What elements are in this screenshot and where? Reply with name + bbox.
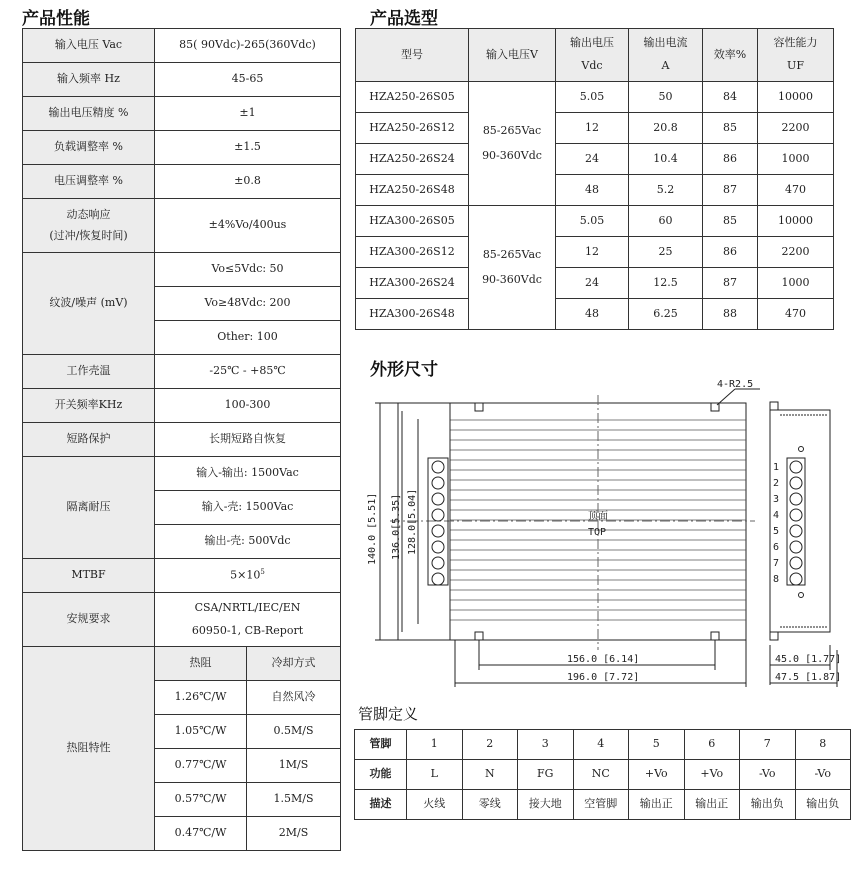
pin-description-cell: 火线 [407, 790, 463, 820]
range-line: 85-265Vac [482, 123, 542, 137]
perf-label: 纹波/噪声 (mV) [23, 253, 155, 355]
sel-cell: 48 [556, 175, 629, 206]
pins-row-label: 功能 [355, 760, 407, 790]
range-line: 90-360Vdc [482, 148, 542, 162]
sel-input-range [469, 82, 556, 206]
pins-row-label: 描述 [355, 790, 407, 820]
perf-label: 工作壳温 [23, 355, 155, 389]
perf-label: 电压调整率 % [23, 165, 155, 199]
sel-cell: HZA300-26S12 [356, 237, 469, 268]
perf-value: 输入-输出: 1500Vac [155, 457, 341, 491]
pin-function-cell: FG [518, 760, 574, 790]
pins-table [354, 729, 851, 820]
sel-cell: 87 [703, 268, 758, 299]
sel-cell: 2200 [758, 113, 834, 144]
header-line: Vdc [581, 59, 603, 72]
perf-value: 输出-壳: 500Vdc [155, 525, 341, 559]
perf-label: 安规要求 [23, 593, 155, 647]
pin-description-cell: 输出负 [795, 790, 851, 820]
perf-label: 输入电压 Vac [23, 29, 155, 63]
pin-number-cell: 5 [629, 730, 685, 760]
pin-number-cell: 7 [740, 730, 796, 760]
thermal-cell: 1.5M/S [247, 783, 341, 817]
perf-value [155, 559, 341, 593]
sel-cell: HZA250-26S48 [356, 175, 469, 206]
thermal-cell: 2M/S [247, 817, 341, 851]
header-line: 输出电压 [570, 36, 614, 50]
sel-cell: 86 [703, 144, 758, 175]
pin-description-cell: 输出负 [740, 790, 796, 820]
header-line: UF [787, 59, 804, 72]
perf-label-line: (过冲/恢复时间) [49, 228, 128, 242]
sel-cell: 85 [703, 113, 758, 144]
pin-number-cell: 6 [684, 730, 740, 760]
pin-number-cell: 2 [462, 730, 518, 760]
sel-cell: 88 [703, 299, 758, 330]
sel-cell: 2200 [758, 237, 834, 268]
dimension-drawing [355, 375, 850, 695]
side-terminal-pins [790, 461, 802, 585]
sel-cell: 5.05 [556, 206, 629, 237]
perf-value: 长期短路自恢复 [155, 423, 341, 457]
pin-description-cell: 输出正 [684, 790, 740, 820]
dim-475-label: 47.5 [1.87] [775, 672, 842, 683]
sel-cell: HZA250-26S05 [356, 82, 469, 113]
perf-label: 短路保护 [23, 423, 155, 457]
pin-function-cell: +Vo [629, 760, 685, 790]
pins-title: 管脚定义 [358, 705, 419, 723]
perf-value: Vo≥48Vdc: 200 [155, 287, 341, 321]
pin-number: 3 [773, 494, 780, 505]
pin-description-cell: 接大地 [518, 790, 574, 820]
thermal-cell: 1.05℃/W [155, 715, 247, 749]
perf-label: MTBF [23, 559, 155, 593]
perf-value: 45-65 [155, 63, 341, 97]
sel-cell: 6.25 [629, 299, 703, 330]
perf-label [23, 199, 155, 253]
pin-number: 4 [773, 510, 780, 521]
mtbf-exponent: 5 [260, 568, 265, 577]
dim-140-label: 140.0 [5.51] [367, 492, 378, 565]
corner-radius-label: 4-R2.5 [717, 379, 754, 390]
sel-cell: 84 [703, 82, 758, 113]
thermal-cell: 自然风冷 [247, 681, 341, 715]
sel-cell: 86 [703, 237, 758, 268]
sel-cell: 24 [556, 144, 629, 175]
pin-description-cell: 输出正 [629, 790, 685, 820]
sel-cell: 5.2 [629, 175, 703, 206]
sel-cell: 10000 [758, 82, 834, 113]
sel-cell: 5.05 [556, 82, 629, 113]
sel-cell: 12.5 [629, 268, 703, 299]
sel-header-iout [629, 29, 703, 82]
sel-header-eff: 效率% [703, 29, 758, 82]
sel-cell: 470 [758, 175, 834, 206]
pin-function-cell: N [462, 760, 518, 790]
perf-label: 输入频率 Hz [23, 63, 155, 97]
sel-cell: HZA300-26S05 [356, 206, 469, 237]
pins-row-label: 管脚 [355, 730, 407, 760]
perf-label: 输出电压精度 % [23, 97, 155, 131]
thermal-header: 热阻 [155, 647, 247, 681]
pin-description-cell: 空管脚 [573, 790, 629, 820]
pin-function-cell: -Vo [795, 760, 851, 790]
perf-value: 100-300 [155, 389, 341, 423]
mtbf-base: 5×10 [230, 569, 261, 582]
pin-number: 2 [773, 478, 780, 489]
perf-value-line: 60950-1, CB-Report [191, 623, 304, 637]
pin-description-cell: 零线 [462, 790, 518, 820]
dim-45-label: 45.0 [1.77] [775, 654, 842, 665]
perf-value: -25℃ - +85℃ [155, 355, 341, 389]
range-line: 85-265Vac [482, 247, 542, 261]
terminal-pins [432, 461, 444, 585]
pin-number: 1 [773, 462, 780, 473]
sel-cell: 12 [556, 113, 629, 144]
selection-title: 产品选型 [370, 9, 438, 29]
thermal-cell: 1.26℃/W [155, 681, 247, 715]
perf-label: 隔离耐压 [23, 457, 155, 559]
perf-label: 负载调整率 % [23, 131, 155, 165]
range-line: 90-360Vdc [482, 272, 542, 286]
top-label-cn: 顶面 [588, 511, 608, 522]
perf-value: ±0.8 [155, 165, 341, 199]
pin-function-cell: NC [573, 760, 629, 790]
sel-cell: 12 [556, 237, 629, 268]
sel-header-cap [758, 29, 834, 82]
sel-cell: 60 [629, 206, 703, 237]
dimensions-title: 外形尺寸 [370, 360, 438, 380]
thermal-header: 冷却方式 [247, 647, 341, 681]
sel-cell: 48 [556, 299, 629, 330]
header-line: 容性能力 [773, 36, 818, 50]
perf-value: ±1.5 [155, 131, 341, 165]
pin-number-cell: 8 [795, 730, 851, 760]
sel-cell: 1000 [758, 144, 834, 175]
pin-number-cell: 3 [518, 730, 574, 760]
top-label-en: TOP [588, 527, 607, 538]
perf-value: 输入-壳: 1500Vac [155, 491, 341, 525]
thermal-cell: 0.77℃/W [155, 749, 247, 783]
sel-cell: 1000 [758, 268, 834, 299]
sel-cell: 20.8 [629, 113, 703, 144]
header-line: 输出电流 [643, 36, 688, 50]
perf-value: ±1 [155, 97, 341, 131]
perf-value [155, 593, 341, 647]
sel-input-range [469, 206, 556, 330]
perf-label: 开关频率KHz [23, 389, 155, 423]
sel-cell: 10000 [758, 206, 834, 237]
thermal-cell: 0.5M/S [247, 715, 341, 749]
sel-cell: HZA300-26S24 [356, 268, 469, 299]
sel-cell: 25 [629, 237, 703, 268]
dim-156-label: 156.0 [6.14] [567, 654, 640, 665]
dim-136-label: 136.0[5.35] [391, 493, 402, 560]
sel-header-vin: 输入电压V [469, 29, 556, 82]
pin-function-cell: L [407, 760, 463, 790]
pin-number: 6 [773, 542, 780, 553]
pin-number-cell: 1 [407, 730, 463, 760]
sel-cell: HZA300-26S48 [356, 299, 469, 330]
thermal-cell: 0.47℃/W [155, 817, 247, 851]
dim-196-label: 196.0 [7.72] [567, 672, 640, 683]
sel-cell: HZA250-26S24 [356, 144, 469, 175]
thermal-cell: 1M/S [247, 749, 341, 783]
perf-value: Other: 100 [155, 321, 341, 355]
sel-cell: HZA250-26S12 [356, 113, 469, 144]
dim-128-label: 128.0[5.04] [407, 488, 418, 555]
perf-label-line: 动态响应 [66, 207, 111, 221]
sel-cell: 10.4 [629, 144, 703, 175]
sel-cell: 87 [703, 175, 758, 206]
pin-function-cell: +Vo [684, 760, 740, 790]
pin-number-cell: 4 [573, 730, 629, 760]
pin-function-cell: -Vo [740, 760, 796, 790]
pin-number: 8 [773, 574, 780, 585]
selection-table [355, 28, 834, 330]
sel-header-model: 型号 [356, 29, 469, 82]
pin-number: 5 [773, 526, 780, 537]
header-line: A [661, 59, 670, 72]
sel-header-vout [556, 29, 629, 82]
performance-table [22, 28, 341, 851]
pin-number: 7 [773, 558, 780, 569]
perf-label: 热阻特性 [23, 647, 155, 851]
sel-cell: 470 [758, 299, 834, 330]
sel-cell: 85 [703, 206, 758, 237]
perf-value: 85( 90Vdc)-265(360Vdc) [155, 29, 341, 63]
sel-cell: 24 [556, 268, 629, 299]
perf-value: ±4%Vo/400us [155, 199, 341, 253]
performance-title: 产品性能 [22, 9, 90, 29]
perf-value: Vo≤5Vdc: 50 [155, 253, 341, 287]
side-view-outline [770, 410, 830, 632]
perf-value-line: CSA/NRTL/IEC/EN [194, 600, 301, 614]
thermal-cell: 0.57℃/W [155, 783, 247, 817]
sel-cell: 50 [629, 82, 703, 113]
